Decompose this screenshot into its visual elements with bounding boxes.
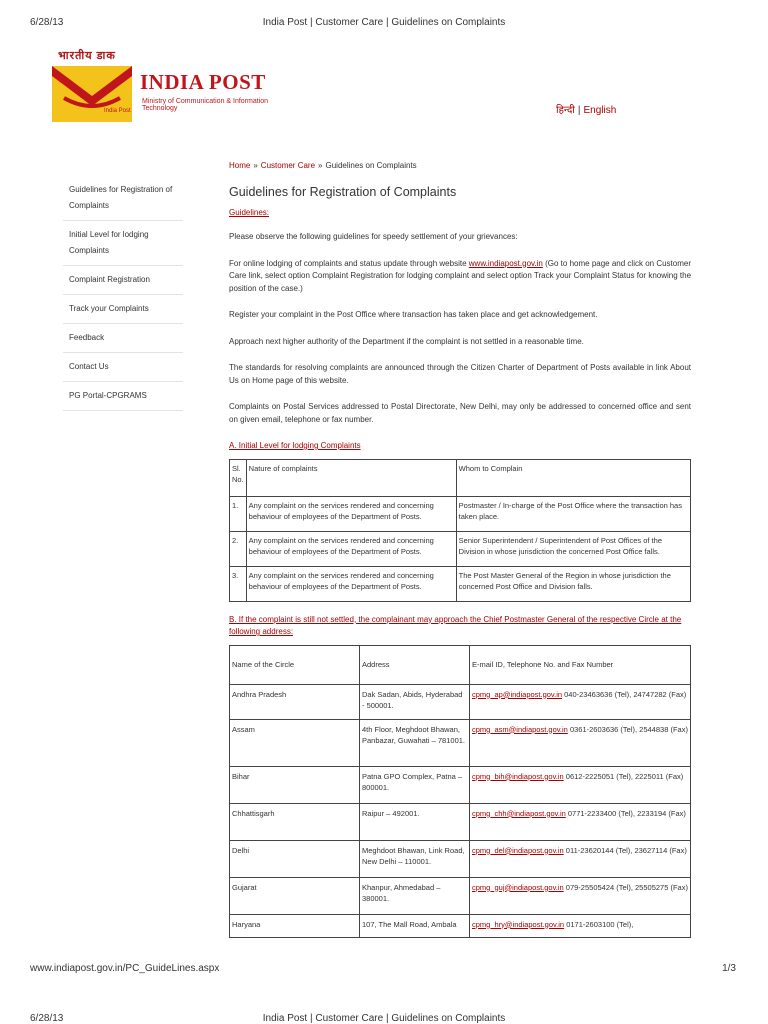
cell-whom: The Post Master General of the Region in whose jurisdiction the concerned Post Office and Division falls. <box>456 566 690 601</box>
print-next-title: India Post | Customer Care | Guidelines on Complaints <box>262 1013 506 1024</box>
paragraph-postal-directorate: Complaints on Postal Services addressed to Postal Directorate, New Delhi, may only be addressed to concerned office and sent on given email, telephone or fax number. <box>229 402 691 424</box>
sidebar-item-guidelines[interactable]: Guidelines for Registration of Complaints <box>63 176 183 221</box>
cell-contact <box>470 719 691 766</box>
email-link[interactable]: cpmg_chh@indiapost.gov.in <box>472 808 566 818</box>
logo-small-text: India Post <box>104 108 131 114</box>
cell-nature: Any complaint on the services rendered and concerning behaviour of employees of the Department of Posts. <box>246 531 456 566</box>
cell-circle: Chhattisgarh <box>230 803 360 840</box>
cell-address: Raipur – 492001. <box>360 803 470 840</box>
cell-address: 4th Floor, Meghdoot Bhawan, Panbazar, Guwahati – 781001. <box>360 719 470 766</box>
sidebar-item-track-complaints[interactable]: Track your Complaints <box>63 295 183 324</box>
header-sl: Sl. No. <box>230 459 247 496</box>
breadcrumb-separator: » <box>253 161 258 170</box>
cell-tel: 0361-2603636 (Tel), 2544838 (Fax) <box>569 724 688 734</box>
paragraph-approach: Approach next higher authority of the Department if the complaint is not settled in a reasonable time. <box>229 336 584 346</box>
logo-ministry-text: Ministry of Communication & Information Technology <box>142 98 269 112</box>
cell-tel: 079-25505424 (Tel), 25505275 (Fax) <box>565 882 688 892</box>
cell-whom: Postmaster / In-charge of the Post Office where the transaction has taken place. <box>456 496 690 531</box>
cell-contact <box>470 914 691 937</box>
table-row <box>230 719 691 766</box>
logo-brand-text: INDIA POST <box>140 70 266 94</box>
table-row <box>230 531 691 566</box>
cell-sl: 3. <box>230 566 247 601</box>
initial-level-table <box>229 459 691 602</box>
print-next-date: 6/28/13 <box>30 1013 64 1024</box>
paragraph-standards: The standards for resolving complaints are announced through the Citizen Charter of Department of Posts available in link About Us on Home page of this website. <box>229 363 691 385</box>
cell-contact <box>470 877 691 914</box>
website-link[interactable]: www.indiapost.gov.in <box>468 258 543 268</box>
cell-whom: Senior Superintendent / Superintendent of Post Offices of the Division in whose jurisdiction the concerned Post Office falls. <box>456 531 690 566</box>
header-address: Address <box>360 645 470 684</box>
cell-circle: Delhi <box>230 840 360 877</box>
cell-circle: Assam <box>230 719 360 766</box>
cell-nature: Any complaint on the services rendered and concerning behaviour of employees of the Department of Posts. <box>246 566 456 601</box>
cell-contact <box>470 766 691 803</box>
breadcrumb-separator: » <box>318 161 323 170</box>
cell-circle: Haryana <box>230 914 360 937</box>
language-switcher <box>556 102 616 116</box>
cell-address: 107, The Mall Road, Ambala <box>360 914 470 937</box>
email-link[interactable]: cpmg_asm@indiapost.gov.in <box>472 724 568 734</box>
table-header-row <box>230 645 691 684</box>
table-row <box>230 840 691 877</box>
header-circle: Name of the Circle <box>230 645 360 684</box>
section-a-heading: A. Initial Level for lodging Complaints <box>229 441 361 450</box>
header-contact: E-mail ID, Telephone No. and Fax Number <box>470 645 691 684</box>
guidelines-label: Guidelines: <box>229 207 270 217</box>
cell-address: Khanpur, Ahmedabad – 380001. <box>360 877 470 914</box>
paragraph-intro: Please observe the following guidelines for speedy settlement of your grievances: <box>229 232 518 241</box>
cell-nature: Any complaint on the services rendered and concerning behaviour of employees of the Department of Posts. <box>246 496 456 531</box>
cell-contact <box>470 684 691 719</box>
sidebar-item-pg-portal[interactable]: PG Portal-CPGRAMS <box>63 382 183 411</box>
sidebar-nav <box>63 176 183 411</box>
cell-contact <box>470 840 691 877</box>
header-nature: Nature of complaints <box>246 459 456 496</box>
cell-circle: Gujarat <box>230 877 360 914</box>
paragraph-online-pre: For online lodging of complaints and status update through website <box>229 258 469 268</box>
india-post-logo[interactable] <box>42 40 284 128</box>
cell-sl: 2. <box>230 531 247 566</box>
breadcrumb <box>229 161 417 170</box>
logo-hindi-text: भारतीय डाक <box>58 50 116 62</box>
sidebar-item-complaint-registration[interactable]: Complaint Registration <box>63 266 183 295</box>
cell-tel: 0771-2233400 (Tel), 2233194 (Fax) <box>567 808 686 818</box>
page-title: Guidelines for Registration of Complaints <box>229 185 457 199</box>
lang-english-link[interactable]: English <box>583 105 617 116</box>
table-row <box>230 684 691 719</box>
sidebar-item-initial-level[interactable]: Initial Level for lodging Complaints <box>63 221 183 266</box>
sidebar-item-feedback[interactable]: Feedback <box>63 324 183 353</box>
cell-contact <box>470 803 691 840</box>
cell-tel: 011-23620144 (Tel), 23627114 (Fax) <box>565 845 687 855</box>
paragraph-online-post: (Go to home page and click on Customer Care link, select option Complaint Registration for lodging complaint and select option Track your Complaint Status for knowing the position of the case.) <box>229 258 692 293</box>
cell-tel: 040-23463636 (Tel), 24747282 (Fax) <box>564 689 687 699</box>
email-link[interactable]: cpmg_hry@indiapost.gov.in <box>472 919 565 929</box>
circle-address-table <box>229 645 691 938</box>
email-link[interactable]: cpmg_bih@indiapost.gov.in <box>472 771 564 781</box>
section-b-heading: B. If the complaint is still not settled, the complainant may approach the Chief Postmaster General of the respective Circle at the following address: <box>229 614 682 636</box>
print-page-number: 1/3 <box>722 963 736 974</box>
email-link[interactable]: cpmg_del@indiapost.gov.in <box>472 845 564 855</box>
table-header-row <box>230 459 691 496</box>
breadcrumb-customer-care[interactable]: Customer Care <box>260 161 316 170</box>
email-link[interactable]: cpmg_ap@indiapost.gov.in <box>472 689 563 699</box>
header-whom: Whom to Complain <box>456 459 690 496</box>
paragraph-online <box>229 258 691 296</box>
cell-address: Dak Sadan, Abids, Hyderabad - 500001. <box>360 684 470 719</box>
cell-circle: Bihar <box>230 766 360 803</box>
breadcrumb-home[interactable]: Home <box>229 161 251 170</box>
print-title: India Post | Customer Care | Guidelines on Complaints <box>262 17 506 28</box>
cell-circle: Andhra Pradesh <box>230 684 360 719</box>
sidebar-item-contact-us[interactable]: Contact Us <box>63 353 183 382</box>
cell-tel: 0171-2603100 (Tel), <box>566 919 634 929</box>
cell-address: Patna GPO Complex, Patna – 800001. <box>360 766 470 803</box>
cell-tel: 0612-2225051 (Tel), 2225011 (Fax) <box>565 771 684 781</box>
table-row <box>230 566 691 601</box>
cell-address: Meghdoot Bhawan, Link Road, New Delhi – 110001. <box>360 840 470 877</box>
breadcrumb-current: Guidelines on Complaints <box>325 161 417 170</box>
print-date: 6/28/13 <box>30 17 64 28</box>
table-row <box>230 914 691 937</box>
print-url: www.indiapost.gov.in/PC_GuideLines.aspx <box>30 963 220 974</box>
table-row <box>230 877 691 914</box>
lang-separator: | <box>577 105 581 116</box>
table-row <box>230 803 691 840</box>
table-row <box>230 496 691 531</box>
lang-hindi-link[interactable]: हिन्दी <box>556 105 575 116</box>
table-row <box>230 766 691 803</box>
paragraph-register: Register your complaint in the Post Office where transaction has taken place and get acknowledgement. <box>229 310 598 319</box>
cell-sl: 1. <box>230 496 247 531</box>
main-content <box>229 186 691 938</box>
print-header <box>0 0 768 40</box>
email-link[interactable]: cpmg_guj@indiapost.gov.in <box>472 882 564 892</box>
